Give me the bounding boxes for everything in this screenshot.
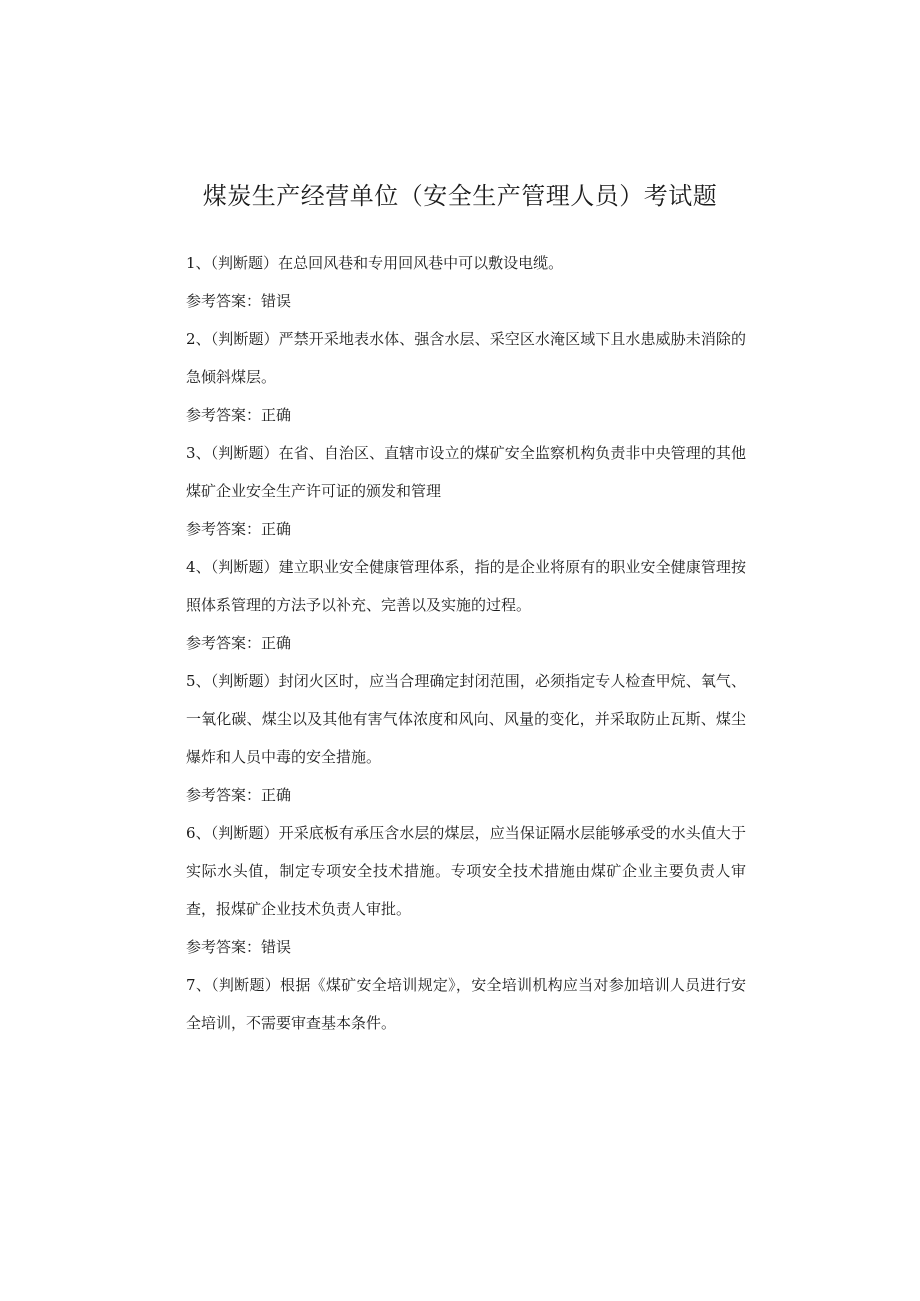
answer-label: 参考答案： — [186, 938, 262, 956]
question-4 — [186, 548, 746, 624]
question-number: 3、 — [186, 444, 211, 462]
question-number: 6、 — [186, 824, 211, 842]
question-6 — [186, 814, 746, 928]
answer-value: 错误 — [261, 292, 292, 310]
question-text: 在省、自治区、直辖市设立的煤矿安全监察机构负责非中央管理的其他煤矿企业安全生产许可证的颁发和管理 — [186, 444, 746, 500]
question-3 — [186, 434, 746, 510]
question-5 — [186, 662, 746, 776]
answer-value: 错误 — [261, 938, 292, 956]
question-type: （判断题） — [210, 824, 279, 842]
question-text: 开采底板有承压含水层的煤层，应当保证隔水层能够承受的水头值大于实际水头值，制定专项安全技术措施。专项安全技术措施由煤矿企业主要负责人审查，报煤矿企业技术负责人审批。 — [186, 824, 746, 918]
question-list — [186, 244, 746, 1042]
question-text: 严禁开采地表水体、强含水层、采空区水淹区域下且水患威胁未消除的急倾斜煤层。 — [186, 330, 746, 386]
question-7 — [186, 966, 746, 1042]
question-type: （判断题） — [210, 558, 279, 576]
answer-value: 正确 — [261, 520, 292, 538]
question-type: （判断题） — [210, 330, 279, 348]
question-type: （判断题） — [210, 444, 279, 462]
question-2 — [186, 320, 746, 396]
answer-5 — [186, 776, 746, 814]
answer-value: 正确 — [261, 786, 292, 804]
question-number: 4、 — [186, 558, 211, 576]
question-type: （判断题） — [210, 672, 279, 690]
question-type: （判断题） — [210, 254, 279, 272]
answer-4 — [186, 624, 746, 662]
document-title: 煤炭生产经营单位（安全生产管理人员）考试题 — [202, 182, 718, 210]
answer-2 — [186, 396, 746, 434]
question-number: 2、 — [186, 330, 211, 348]
question-text: 建立职业安全健康管理体系，指的是企业将原有的职业安全健康管理按照体系管理的方法予以补充、完善以及实施的过程。 — [186, 558, 746, 614]
answer-label: 参考答案： — [186, 634, 262, 652]
question-number: 7、 — [186, 976, 212, 994]
question-type: （判断题） — [211, 976, 281, 994]
answer-6 — [186, 928, 746, 966]
answer-1 — [186, 282, 746, 320]
answer-3 — [186, 510, 746, 548]
answer-label: 参考答案： — [186, 406, 262, 424]
question-number: 1、 — [186, 254, 211, 272]
answer-label: 参考答案： — [186, 786, 262, 804]
question-number: 5、 — [186, 672, 211, 690]
question-text: 根据《煤矿安全培训规定》，安全培训机构应当对参加培训人员进行安全培训，不需要审查基本条件。 — [186, 976, 746, 1032]
question-text: 在总回风巷和专用回风巷中可以敷设电缆。 — [278, 254, 564, 272]
answer-value: 正确 — [261, 406, 292, 424]
question-text: 封闭火区时，应当合理确定封闭范围，必须指定专人检查甲烷、氧气、一氧化碳、煤尘以及其他有害气体浓度和风向、风量的变化，并采取防止瓦斯、煤尘爆炸和人员中毒的安全措施。 — [186, 672, 746, 766]
answer-label: 参考答案： — [186, 292, 262, 310]
answer-value: 正确 — [261, 634, 292, 652]
question-1 — [186, 244, 746, 282]
answer-label: 参考答案： — [186, 520, 262, 538]
